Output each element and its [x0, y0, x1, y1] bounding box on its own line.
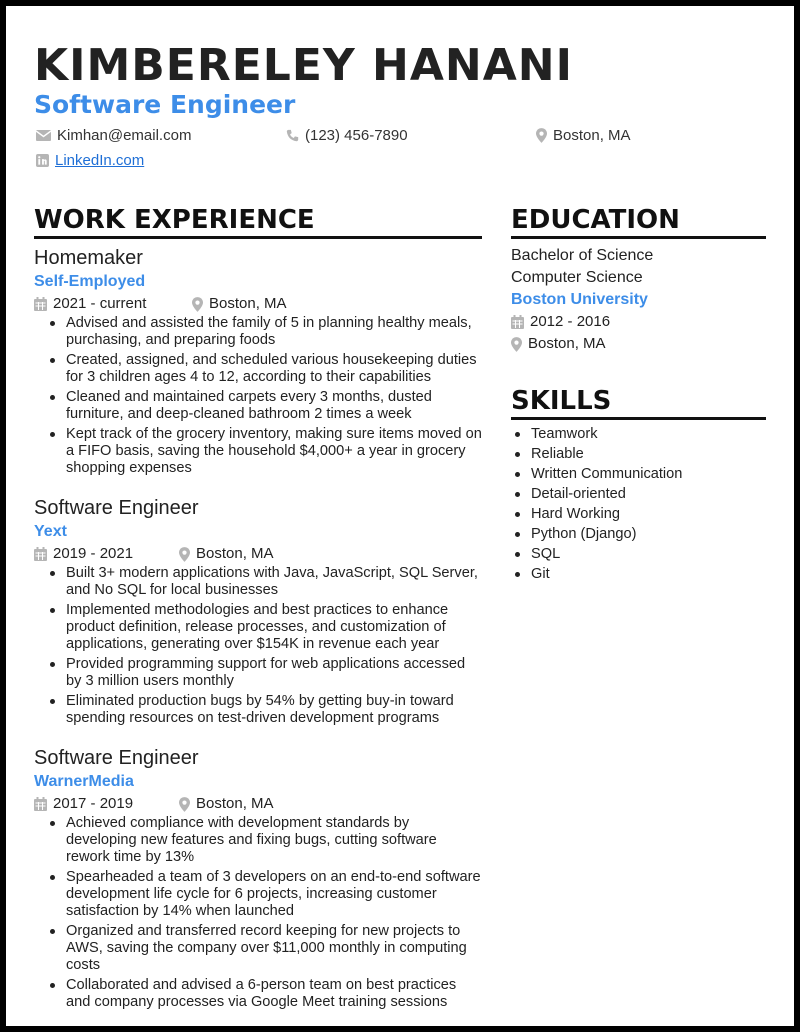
- list-item: Provided programming support for web applications accessed by 3 million users monthly: [46, 656, 482, 690]
- list-item: Eliminated production bugs by 54% by getting buy-in toward spending resources on test-driven development programs: [46, 693, 482, 727]
- job-location: Boston, MA: [179, 543, 274, 565]
- education-location: Boston, MA: [511, 333, 766, 355]
- list-item: Collaborated and advised a 6-person team on best practices and company processes via Google Meet training sessions: [46, 977, 482, 1011]
- map-pin-icon: [192, 297, 203, 312]
- calendar-icon: [34, 297, 47, 311]
- education-degree: Bachelor of Science: [511, 247, 654, 264]
- education-dates: 2012 - 2016: [511, 311, 766, 333]
- contact-phone: [286, 127, 408, 144]
- job-entry: [34, 245, 482, 477]
- list-item: Advised and assisted the family of 5 in planning healthy meals, purchasing, and preparing foods: [46, 315, 482, 349]
- skill-item: Written Communication: [511, 466, 766, 483]
- job-role: Software Engineer: [34, 747, 199, 769]
- skill-item: Detail-oriented: [511, 486, 766, 503]
- skills-list: [511, 426, 766, 583]
- map-pin-icon: [179, 797, 190, 812]
- envelope-icon: [36, 130, 51, 141]
- contact-linkedin: [36, 152, 144, 169]
- calendar-icon: [511, 315, 524, 329]
- skills-heading: SKILLS: [511, 385, 766, 420]
- email-text: Kimhan@email.com: [57, 127, 192, 144]
- list-item: Cleaned and maintained carpets every 3 months, dusted furniture, and deep-cleaned bathroom 2 times a week: [46, 389, 482, 423]
- job-dates: 2019 - 2021: [34, 543, 179, 565]
- job-location: Boston, MA: [179, 793, 274, 815]
- job-meta: [34, 543, 482, 565]
- job-role: Homemaker: [34, 247, 143, 269]
- work-experience-column: [34, 204, 482, 1029]
- list-item: Built 3+ modern applications with Java, JavaScript, SQL Server, and No SQL for local businesses: [46, 565, 482, 599]
- work-experience-heading: WORK EXPERIENCE: [34, 204, 482, 239]
- phone-text: (123) 456-7890: [305, 127, 408, 144]
- list-item: Organized and transferred record keeping for new projects to AWS, saving the company over $11,000 monthly in computing costs: [46, 923, 482, 974]
- job-entry: [34, 495, 482, 727]
- skill-item: Reliable: [511, 446, 766, 463]
- sidebar-column: [511, 204, 766, 586]
- phone-icon: [286, 129, 299, 142]
- list-item: Achieved compliance with development standards by developing new features and fixing bugs, cutting software rework time by 13%: [46, 815, 482, 866]
- job-bullets: [46, 815, 482, 1011]
- job-meta: [34, 293, 482, 315]
- candidate-name: KIMBERELEY HANANI: [34, 40, 574, 91]
- map-pin-icon: [536, 128, 547, 143]
- job-company: Yext: [34, 523, 67, 540]
- contact-email: [36, 127, 191, 144]
- education-field: Computer Science: [511, 269, 643, 286]
- skill-item: Python (Django): [511, 526, 766, 543]
- list-item: Implemented methodologies and best practices to enhance product definition, release processes, and customization of applications, generating over $154K in revenue each year: [46, 602, 482, 653]
- list-item: Spearheaded a team of 3 developers on an end-to-end software development life cycle for 6 projects, increasing customer satisfaction by 14% when launched: [46, 869, 482, 920]
- list-item: Kept track of the grocery inventory, making sure items moved on a FIFO basis, saving the household $4,000+ a year in grocery shopping expenses: [46, 426, 482, 477]
- list-item: Created, assigned, and scheduled various housekeeping duties for 3 children ages 4 to 12, according to their capabilities: [46, 352, 482, 386]
- job-location: Boston, MA: [192, 293, 287, 315]
- job-dates: 2021 - current: [34, 293, 192, 315]
- skill-item: Hard Working: [511, 506, 766, 523]
- job-bullets: [46, 315, 482, 477]
- job-meta: [34, 793, 482, 815]
- candidate-title: Software Engineer: [34, 90, 296, 119]
- map-pin-icon: [179, 547, 190, 562]
- education-school: Boston University: [511, 291, 648, 308]
- education-heading: EDUCATION: [511, 204, 766, 239]
- linkedin-link[interactable]: LinkedIn.com: [55, 152, 145, 169]
- map-pin-icon: [511, 337, 522, 352]
- contact-location: [536, 127, 631, 144]
- location-text: Boston, MA: [553, 127, 631, 144]
- resume-page: [6, 6, 794, 1026]
- job-entry: [34, 745, 482, 1011]
- calendar-icon: [34, 797, 47, 811]
- skill-item: Git: [511, 566, 766, 583]
- job-company: WarnerMedia: [34, 773, 134, 790]
- skill-item: Teamwork: [511, 426, 766, 443]
- job-company: Self-Employed: [34, 273, 146, 290]
- job-bullets: [46, 565, 482, 727]
- job-role: Software Engineer: [34, 497, 199, 519]
- linkedin-icon: [36, 154, 49, 167]
- skill-item: SQL: [511, 546, 766, 563]
- job-dates: 2017 - 2019: [34, 793, 179, 815]
- calendar-icon: [34, 547, 47, 561]
